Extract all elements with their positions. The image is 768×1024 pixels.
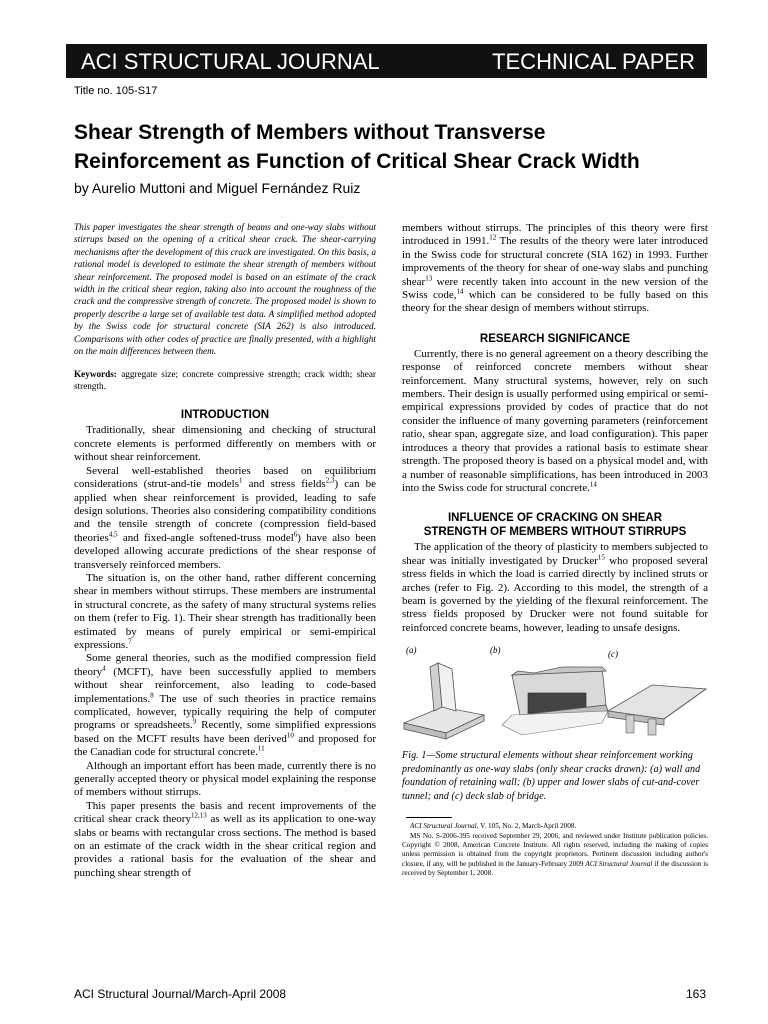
tunnel-drawing [502,667,608,735]
intro-paragraph-6: This paper presents the basis and recent improvements of the critical shear crack theory$^{12,13}$ as well as its application to one-way slabs or beams with rectangular cross sections. The method is based on an estimate of the crack width in the shear critical region and provides a rational basis for the evaluation of the shear and punching shear strength of [74,799,376,879]
figure-1-drawing [402,645,708,741]
keywords-text: aggregate size; concrete compressive strength; crack width; shear strength. [74,369,376,392]
title-line-2: Reinforcement as Function of Critical Shear Crack Width [74,150,640,173]
figure-1-caption: Fig. 1—Some structural elements without shear reinforcement working predominantly as one-way slabs (only shear cracks drawn): (a) wall and foundation of retaining wall; (b) upper and lower slabs of cut-and-cover tunnel; and (c) deck slab of bridge. [402,750,701,802]
bridge-deck-drawing [608,685,706,735]
intro-paragraph-1: Traditionally, shear dimensioning and checking of structural concrete elements is performed differently on members with or without shear reinforcement. [74,424,376,464]
figure-label-c: (c) [608,649,618,660]
research-significance-heading: RESEARCH SIGNIFICANCE [479,332,631,345]
title-number: Title no. 105-S17 [74,85,158,97]
figure-label-a: (a) [406,645,417,656]
right-paragraph-1: members without stirrups. The principles of this theory were first introduced in 1991.12 The results of the theory were later introduced in the Swiss code for structural concrete (SIA 162) in 1993. Further improvements of the theory for shear of one-way slabs and punching shear$^{13}$ were recently taken into account in the new version of the Swiss code,$^{14}$ which can be considered to be fully based on this theory for the shear design of members without stirrups. [402,222,708,315]
right-column [402,222,708,879]
footnote-rule [406,817,452,818]
footnote-line-1: ACI Structural Journal, V. 105, No. 2, March-April 2008. [410,822,577,831]
intro-paragraph-3: The situation is, on the other hand, rather different concerning shear in members without stirrups. These members are instrumental in structural concrete, as the safety of many structural systems relies on them (refer to Fig. 1). Their shear strength has traditionally been estimated by means of purely empirical or semi-empirical expressions.$^7$ [74,571,376,651]
authors: by Aurelio Muttoni and Miguel Fernández Ruiz [74,180,361,196]
intro-paragraph-4: Some general theories, such as the modified compression field theory$^4$ (MCFT), have been successfully applied to members without shear reinforcement, also leading to code-based implementations.$^8$ The use of such theories in practice remains complicated, however, typically requiring the help of computer programs or spreadsheets.$^9$ Recently, some simplified expressions based on the MCFT results have been derived$^{10}$ and proposed for the Canadian code for structural concrete.$^{11}$ [74,652,376,759]
intro-paragraph-2: Several well-established theories based on equilibrium considerations (strut-and-tie models$^1$ and stress fields$^{2,3}$) can be applied when shear reinforcement is provided, leading to safe design solutions. Theories also considering compatibility conditions and the tensile strength of concrete (compression field-based theories$^{4,5}$ and fixed-angle softened-truss model$^6$) have also been developed allowing accurate predictions of the shear response of transversely reinforced members. [74,464,377,571]
figure-label-b: (b) [490,645,501,656]
paper-category: TECHNICAL PAPER [492,49,695,74]
introduction-heading: INTRODUCTION [180,409,270,422]
figure-1 [402,645,708,741]
retaining-wall-drawing [404,663,484,739]
footer-journal: ACI Structural Journal/March-April 2008 [74,987,287,1001]
footnote-line-2: MS No. S-2006-395 received September 29, 2006, and reviewed under Institute publication policies. Copyright © 2008, American Concrete Institute. All rights reserved, including the making of copies unless permission is obtained from the copyright proprietors. Pertinent discussion including author's closure, if any, will be published in the January-February 2009 ACI Structural Journal if the discussion is received by September 1, 2008. [402,831,708,878]
footnote [402,822,708,878]
introduction-body [74,424,376,880]
keywords-label: Keywords: [74,369,117,380]
page-number: 163 [685,987,706,1001]
journal-banner [66,44,707,78]
keywords [74,368,376,392]
title-line-1: Shear Strength of Members without Transverse [74,121,546,144]
journal-name: ACI STRUCTURAL JOURNAL [81,49,380,74]
left-column [74,222,376,880]
research-significance-paragraph: Currently, there is no general agreement on a theory describing the response of reinforced concrete members without shear reinforcement. Many structural systems, however, rely on such members. Their design is usually performed using empirical or semi-empirical expressions provided by codes of practice that do not consider the influence of many governing parameters (reinforcement ratio, shear span, aggregate size, and load configuration). This paper introduces a theory that provides a rational basis to estimate shear strength. The proposed theory is based on a physical model and, with a number of reasonable simplifications, has been introduced in 2003 into the Swiss code for structural concrete.$^{14}$ [402,347,708,494]
article-title [74,118,714,176]
influence-cracking-heading: INFLUENCE OF CRACKING ON SHEAR STRENGTH OF MEMBERS WITHOUT STIRRUPS [423,512,687,539]
intro-paragraph-5: Although an important effort has been made, currently there is no generally accepted theory or physical model explaining the response of members without stirrups. [74,759,376,799]
abstract: This paper investigates the shear strength of beams and one-way slabs without stirrups based on the opening of a critical shear crack. The shear-carrying mechanisms after the development of this crack are investigated. On this basis, a rational model is developed to estimate the shear strength of members without shear reinforcement. The proposed model is based on an estimate of the crack width in the critical shear region, taking also into account the roughness of the crack and the compressive strength of concrete. The proposed model is shown to properly describe a large set of available test data. A simplified method adopted by the Swiss code for structural concrete (SIA 262) is also introduced. Comparisons with other codes of practice are finally presented, with a highlight on the main differences between them. [74,223,376,358]
influence-cracking-paragraph: The application of the theory of plasticity to members subjected to shear was initially investigated by Drucker$^{15}$ who proposed several stress fields in which the load is carried directly by inclined struts or arches (refer to Fig. 2). According to this model, the strength of a beam is governed by the yielding of the flexural reinforcement. The stress fields proposed by Drucker were not found suitable for reinforced concrete beams, however, leading to unsafe designs. [402,541,708,634]
